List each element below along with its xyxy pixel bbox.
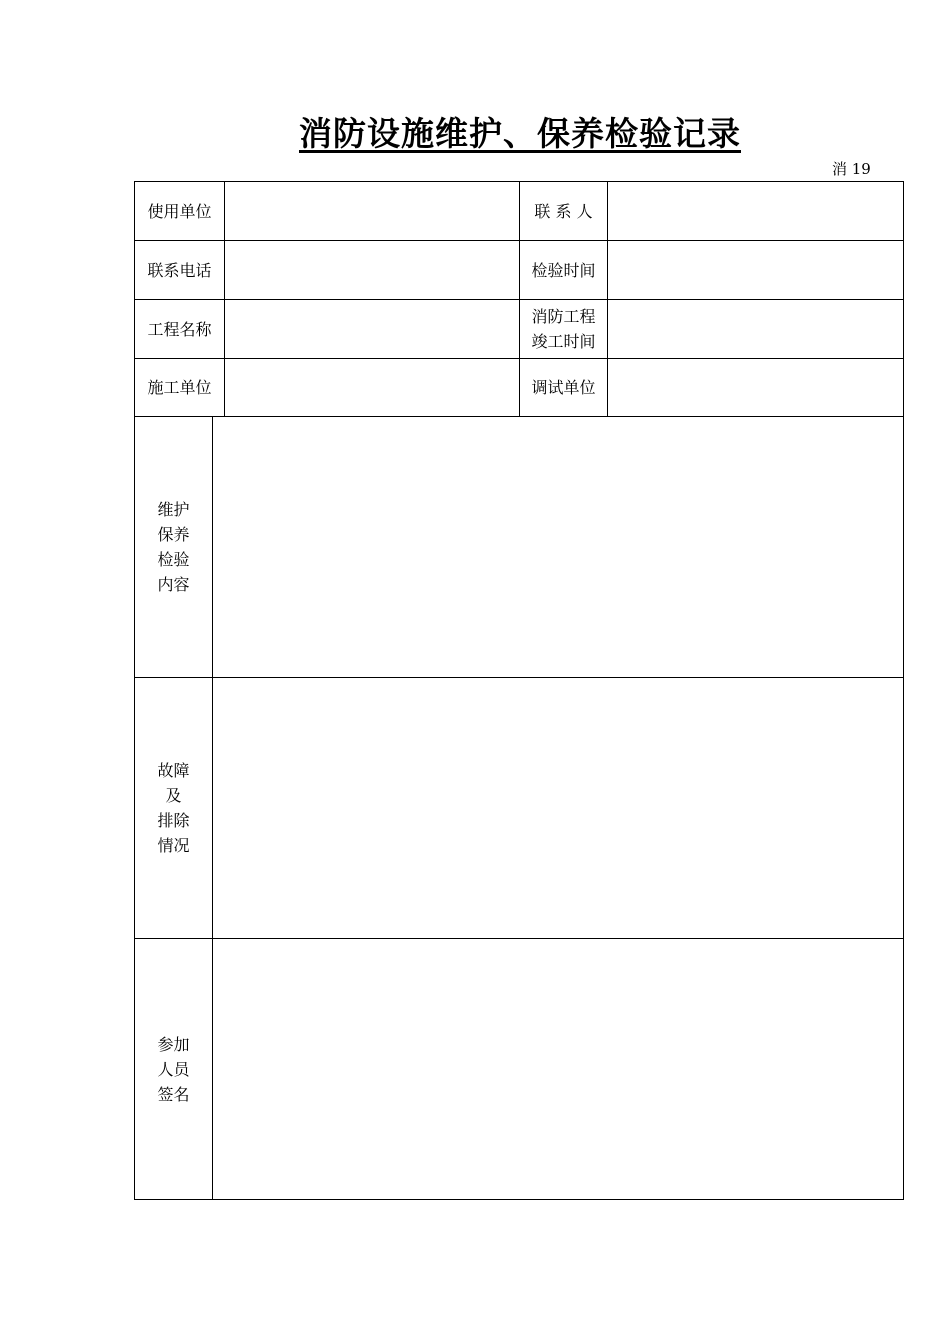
contact-person-field[interactable]: [608, 182, 903, 241]
project-name-field[interactable]: [225, 300, 520, 359]
label-inspection-time: 检验时间: [520, 241, 608, 300]
label-contact-phone: 联系电话: [135, 241, 225, 300]
user-unit-field[interactable]: [225, 182, 520, 241]
label-contact-person: 联 系 人: [520, 182, 608, 241]
inspection-time-field[interactable]: [608, 241, 903, 300]
maintenance-content-field[interactable]: [213, 417, 903, 678]
label-commissioning-unit: 调试单位: [520, 359, 608, 417]
record-form-table: [134, 181, 904, 1200]
label-project-name: 工程名称: [135, 300, 225, 359]
commissioning-unit-field[interactable]: [608, 359, 903, 417]
label-maintenance-content: 维护 保养 检验 内容: [135, 417, 213, 678]
fault-handling-field[interactable]: [213, 678, 903, 939]
label-completion-time: 消防工程 竣工时间: [520, 300, 608, 359]
construction-unit-field[interactable]: [225, 359, 520, 417]
participant-signatures-field[interactable]: [213, 939, 903, 1199]
completion-time-field[interactable]: [608, 300, 903, 359]
label-construction-unit: 施工单位: [135, 359, 225, 417]
page-title: 消防设施维护、保养检验记录: [299, 114, 741, 153]
label-fault-handling: 故障 及 排除 情况: [135, 678, 213, 939]
form-code: 消 19: [832, 160, 871, 178]
label-participant-signatures: 参加 人员 签名: [135, 939, 213, 1199]
contact-phone-field[interactable]: [225, 241, 520, 300]
label-user-unit: 使用单位: [135, 182, 225, 241]
